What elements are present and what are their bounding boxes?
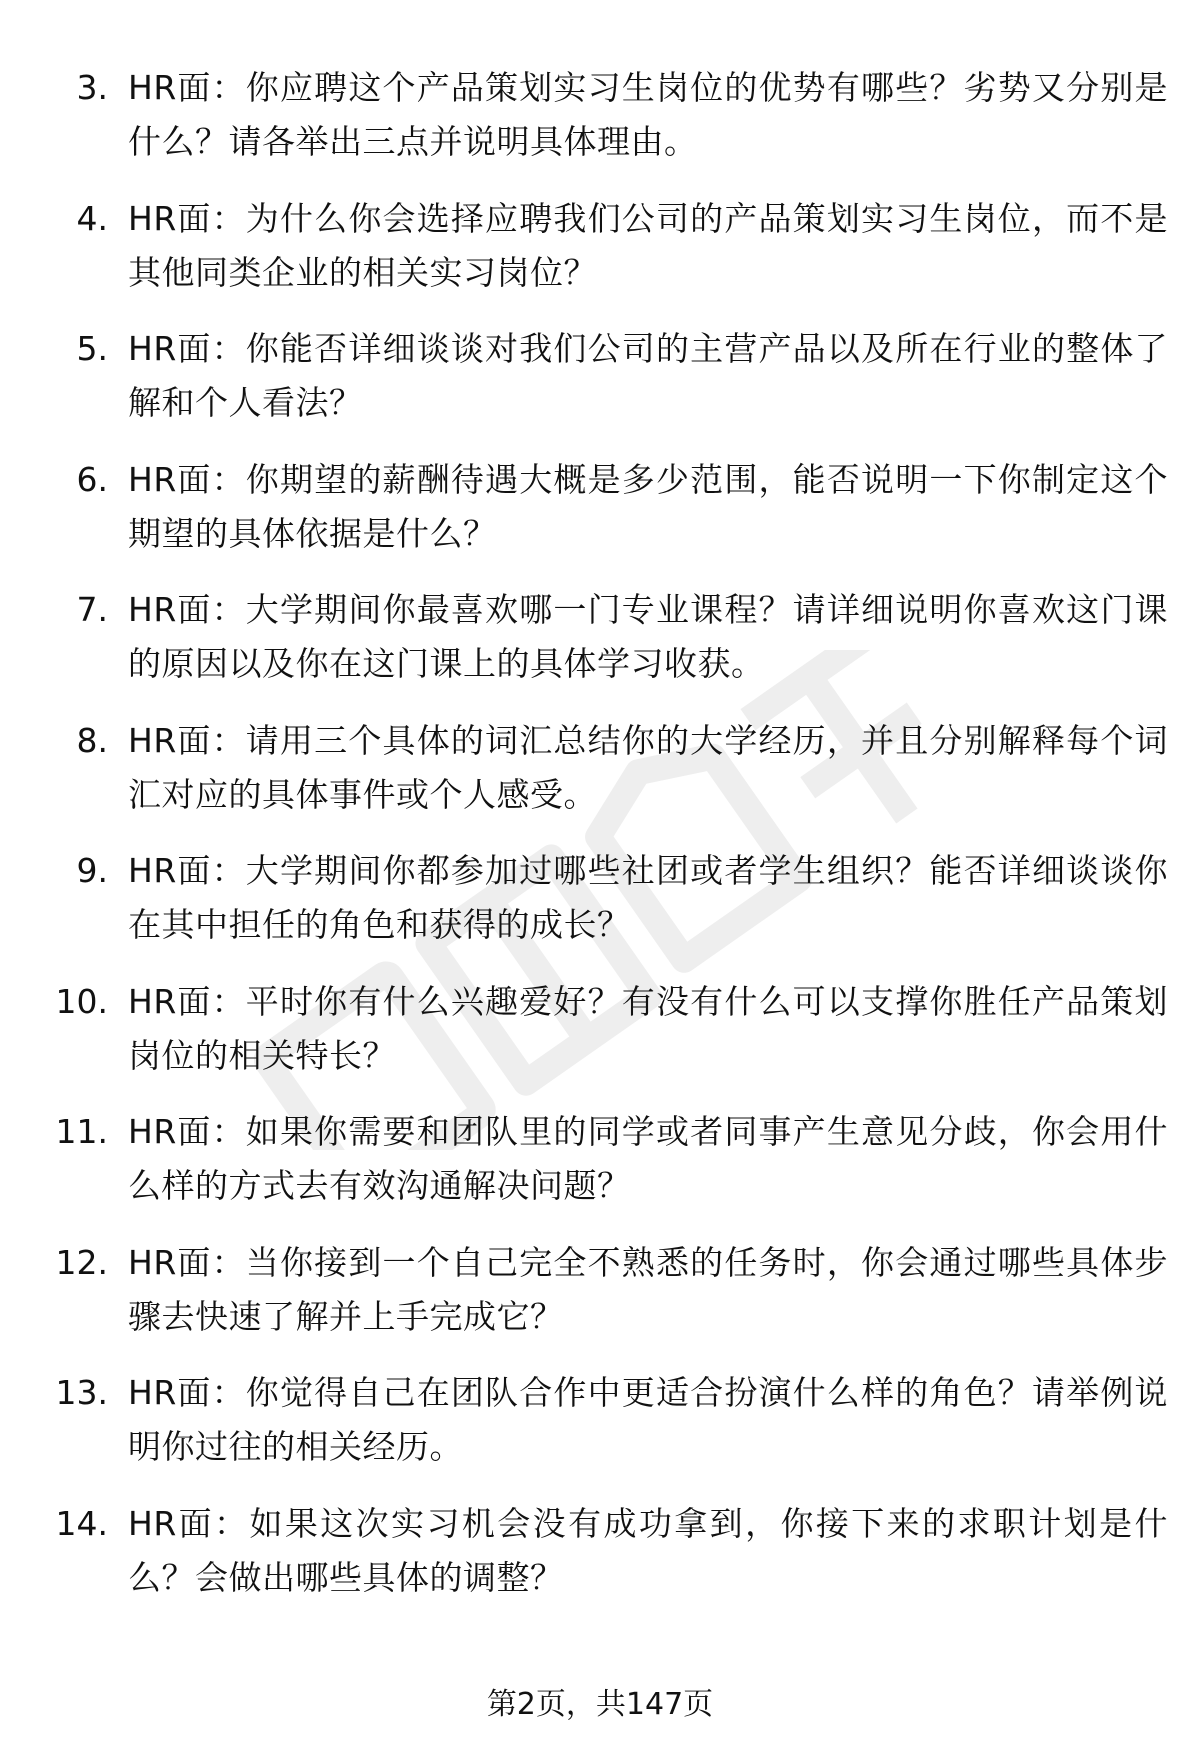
question-number: 9. xyxy=(76,851,108,890)
question-item xyxy=(0,61,1200,192)
question-number: 13. xyxy=(55,1373,108,1412)
question-number: 5. xyxy=(76,329,108,368)
question-item xyxy=(0,453,1200,584)
question-text: HR面：你应聘这个产品策划实习生岗位的优势有哪些？劣势又分别是什么？请各举出三点并说明具体理由。 xyxy=(128,68,1168,161)
question-number: 11. xyxy=(55,1112,108,1151)
question-text: HR面：你期望的薪酬待遇大概是多少范围，能否说明一下你制定这个期望的具体依据是什么？ xyxy=(128,459,1168,553)
question-list xyxy=(0,61,1200,1627)
question-item xyxy=(0,322,1200,453)
question-number: 3. xyxy=(76,68,108,107)
question-item xyxy=(0,1497,1200,1628)
question-item xyxy=(0,844,1200,975)
question-text: HR面：如果你需要和团队里的同学或者同事产生意见分歧，你会用什么样的方式去有效沟通解决问题？ xyxy=(128,1112,1168,1205)
question-number: 12. xyxy=(55,1242,108,1282)
question-number: 6. xyxy=(76,459,108,499)
question-item xyxy=(0,1236,1200,1367)
question-number: 8. xyxy=(76,720,108,760)
question-number: 14. xyxy=(55,1503,108,1543)
question-item xyxy=(0,1105,1200,1236)
question-text: HR面：大学期间你最喜欢哪一门专业课程？请详细说明你喜欢这门课的原因以及你在这门课上的具体学习收获。 xyxy=(128,590,1168,683)
question-text: HR面：大学期间你都参加过哪些社团或者学生组织？能否详细谈谈你在其中担任的角色和获得的成长？ xyxy=(128,851,1168,944)
question-item xyxy=(0,583,1200,714)
question-text: HR面：为什么你会选择应聘我们公司的产品策划实习生岗位，而不是其他同类企业的相关实习岗位？ xyxy=(128,198,1168,292)
question-number: 4. xyxy=(76,198,108,238)
question-text: HR面：请用三个具体的词汇总结你的大学经历，并且分别解释每个词汇对应的具体事件或个人感受。 xyxy=(128,720,1168,814)
question-item xyxy=(0,714,1200,845)
question-item xyxy=(0,192,1200,323)
question-item xyxy=(0,1366,1200,1497)
question-text: HR面：你觉得自己在团队合作中更适合扮演什么样的角色？请举例说明你过往的相关经历。 xyxy=(128,1373,1168,1466)
question-text: HR面：如果这次实习机会没有成功拿到，你接下来的求职计划是什么？会做出哪些具体的调整？ xyxy=(128,1503,1168,1597)
question-number: 7. xyxy=(76,590,108,629)
question-number: 10. xyxy=(55,981,108,1021)
page-footer: 第2页，共147页 xyxy=(486,1687,714,1722)
question-text: HR面：平时你有什么兴趣爱好？有没有什么可以支撑你胜任产品策划岗位的相关特长？ xyxy=(128,981,1168,1075)
question-text: HR面：你能否详细谈谈对我们公司的主营产品以及所在行业的整体了解和个人看法？ xyxy=(128,329,1168,422)
question-item xyxy=(0,975,1200,1106)
question-text: HR面：当你接到一个自己完全不熟悉的任务时，你会通过哪些具体步骤去快速了解并上手完成它？ xyxy=(128,1242,1168,1336)
